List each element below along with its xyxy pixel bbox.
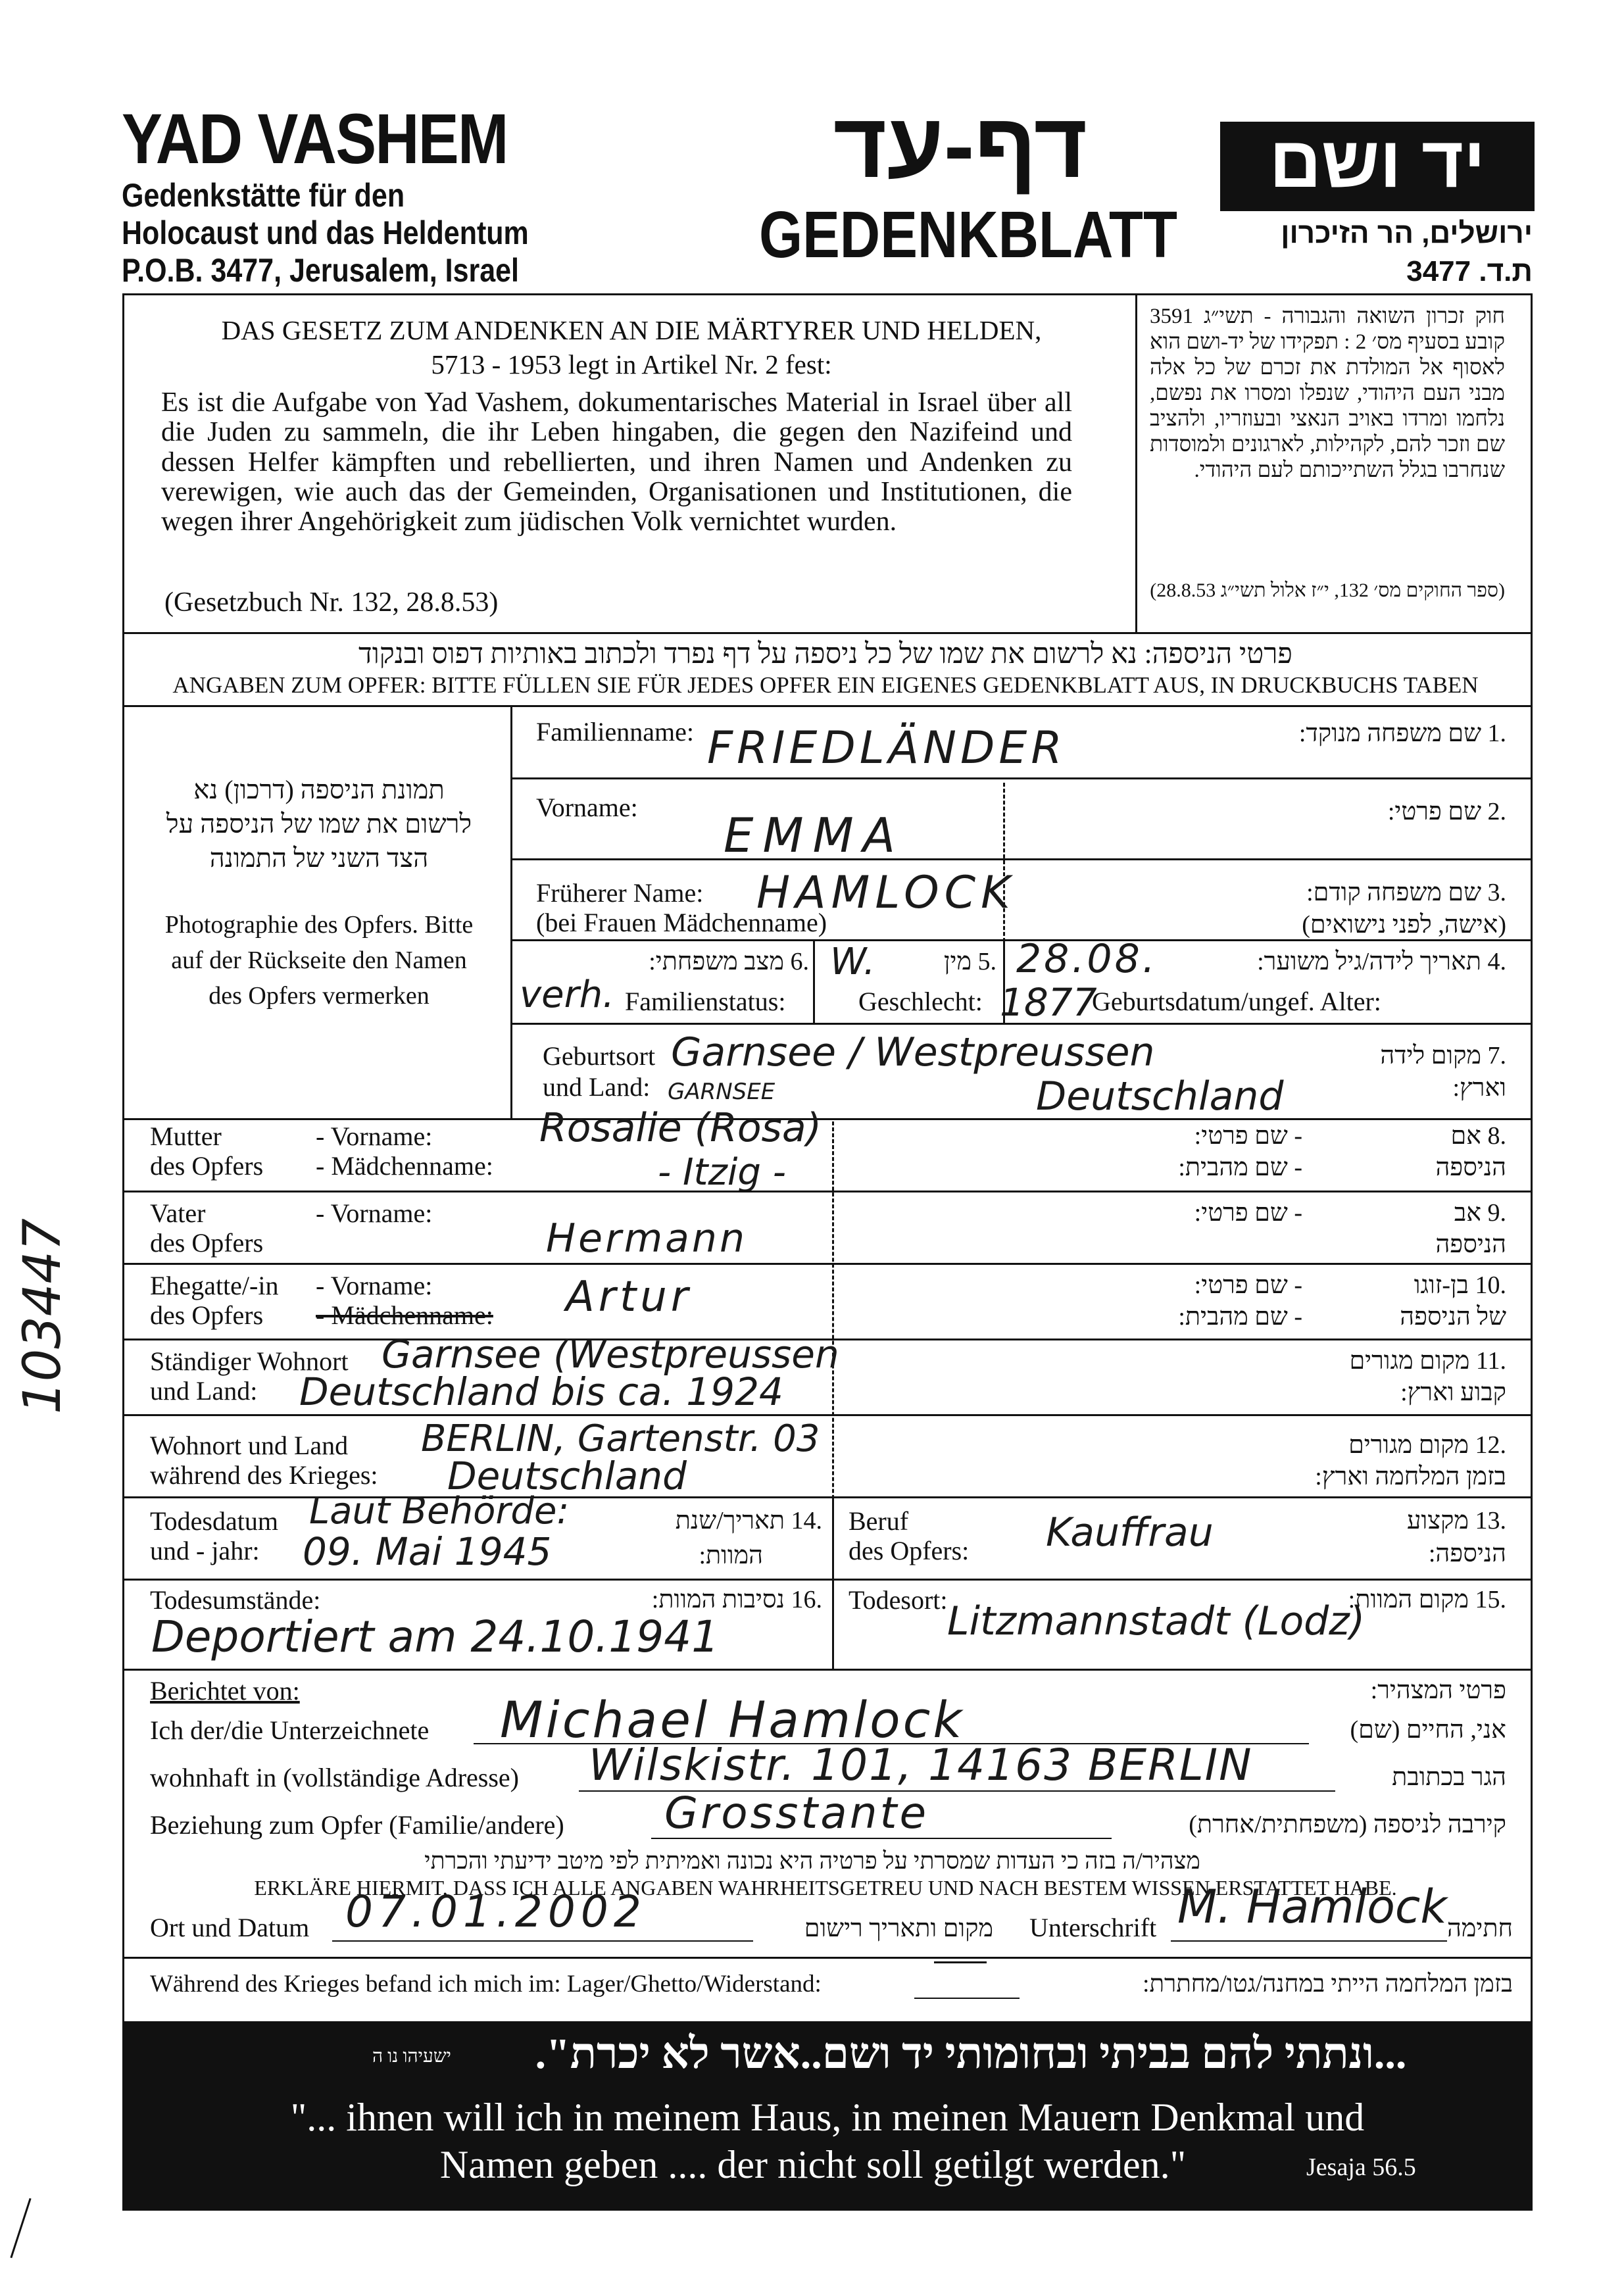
- f8-label: Mutter: [150, 1121, 222, 1151]
- law-source: (Gesetzbuch Nr. 132, 28.8.53): [164, 587, 499, 618]
- row-line-5: [122, 1118, 1531, 1120]
- reporter-relation-line: [651, 1838, 1112, 1839]
- signature-hebrew: חתימה: [1446, 1915, 1513, 1942]
- instructions-hebrew: פרטי הניספה: נא לרשום את שמו של כל ניספה על דף נפרד ולכתוב באותיות דפוס ובנקוד: [358, 639, 1292, 670]
- org-subtitle-2: Holocaust und das Heldentum: [122, 214, 529, 251]
- reporter-address-value[interactable]: Wilskistr. 101, 14163 BERLIN: [589, 1740, 1253, 1790]
- f13-hebrew-label: .13 מקצוע: [1407, 1507, 1506, 1535]
- instructions-bottom-line: [122, 705, 1531, 707]
- war-location-line: [914, 1998, 1020, 1999]
- f16-value[interactable]: Deportiert am 24.10.1941: [151, 1611, 720, 1662]
- row-line-12: [122, 1669, 1531, 1671]
- reporter-relation-value[interactable]: Grosstante: [664, 1788, 929, 1838]
- logo-text: יד ושם: [1269, 122, 1486, 203]
- f12-label: Wohnort und Land: [150, 1431, 349, 1460]
- f10-hebrew-label: .10 בן-זוגו: [1414, 1271, 1506, 1299]
- f9-label-2: des Opfers: [150, 1228, 264, 1258]
- f12-value-1[interactable]: BERLIN, Gartenstr. 03: [421, 1417, 820, 1460]
- reporter-name-value[interactable]: Michael Hamlock: [500, 1690, 965, 1749]
- f12-hebrew-label-2: בזמן המלחמה וארץ:: [1315, 1463, 1506, 1490]
- photo-note-hebrew: תמונת הניספה (דרכון) נא לרשום את שמו של הניספה על הצד השני של התמונה: [166, 775, 472, 873]
- f13-value[interactable]: Kauffrau: [1046, 1510, 1214, 1556]
- f10-hebrew-label-2: של הניספה: [1400, 1303, 1506, 1331]
- f3-hebrew-label-2: (אישה, לפני נישואים): [1302, 911, 1506, 939]
- war-location-value-dash[interactable]: [934, 1961, 987, 1963]
- row-line-13: [122, 1957, 1531, 1959]
- logo-address-1: ירושלים, הר הזיכרון: [1281, 217, 1533, 249]
- f7-hebrew-label-2: וארץ:: [1452, 1074, 1506, 1102]
- law-divider: [1135, 293, 1137, 632]
- f10-hebrew-sub-1: - שם פרטי:: [1194, 1271, 1302, 1299]
- f16-hebrew-label: .16 נסיבות המוות:: [651, 1586, 822, 1613]
- f11-value-2[interactable]: Deutschland bis ca. 1924: [299, 1369, 783, 1414]
- f9-label: Vater: [150, 1198, 206, 1228]
- f9-hebrew-label-2: הניספה: [1435, 1231, 1506, 1258]
- f16-label: Todesumstände:: [150, 1585, 321, 1615]
- f12-hebrew-label: .12 מקום מגורים: [1348, 1431, 1506, 1459]
- reporter-relation-label: Beziehung zum Opfer (Familie/andere): [150, 1810, 564, 1840]
- logo-address-2: ת.ד. 3477: [1406, 255, 1533, 287]
- f8-label-2: des Opfers: [150, 1151, 264, 1181]
- footer-hebrew-ref: ישעיהו נו ה: [372, 2046, 451, 2067]
- archive-number: 103447: [13, 1218, 72, 1414]
- org-subtitle-1: Gedenkstätte für den: [122, 177, 405, 214]
- photo-divider: [510, 705, 512, 1118]
- photo-note-german: Photographie des Opfers. Bitte auf der Rückseite den Namen des Opfers vermerken: [164, 911, 474, 1010]
- f11-label-2: und Land:: [150, 1376, 258, 1406]
- reporter-relation-hebrew: קירבה לניספה (משפחתית/אחרת): [1189, 1811, 1506, 1838]
- f8-value-firstname[interactable]: Rosalie (Rosa): [539, 1105, 822, 1151]
- f2-label: Vorname:: [536, 793, 638, 822]
- f1-label: Familienname:: [536, 717, 694, 747]
- signature-value[interactable]: M. Hamlock: [1177, 1880, 1447, 1934]
- f1-value[interactable]: FRIEDLÄNDER: [707, 722, 1066, 774]
- center-hebrew-title: דף-עד: [833, 93, 1088, 197]
- row-line-7: [122, 1263, 1531, 1265]
- footer-banner: [122, 2021, 1533, 2211]
- f3-hebrew-label: .3 שם משפחה קודם:: [1306, 879, 1506, 906]
- f10-label: Ehegatte/-in: [150, 1271, 279, 1300]
- f4-value-year[interactable]: 1877: [1000, 980, 1097, 1025]
- reporter-name-label: Ich der/die Unterzeichnete: [150, 1715, 430, 1745]
- f11-value-1[interactable]: Garnsee (Westpreussen: [381, 1332, 839, 1377]
- law-hebrew-source: (ספר החוקים מס׳ 132, י״ז אלול תשי״ג 28.8.53): [1150, 579, 1505, 601]
- f10-sub-1: - Vorname:: [316, 1271, 433, 1300]
- declaration-german: ERKLÄRE HIERMIT, DASS ICH ALLE ANGABEN WAHRHEITSGETREU UND NACH BESTEM WISSEN ERSTATTET HABE.: [254, 1876, 1397, 1900]
- f11-label: Ständiger Wohnort: [150, 1346, 349, 1376]
- f3-label-2: (bei Frauen Mädchenname): [536, 908, 827, 937]
- f8-hebrew-label-2: הניספה: [1435, 1154, 1506, 1181]
- row4-div-a: [813, 939, 815, 1023]
- f9-sub-1: - Vorname:: [316, 1198, 433, 1228]
- f5-hebrew-label: .5 מין: [943, 948, 997, 975]
- f15-label: Todesort:: [849, 1585, 948, 1615]
- f13-label: Beruf: [849, 1506, 909, 1536]
- law-bottom-line: [122, 632, 1531, 634]
- f8-sub-2: - Mädchenname:: [316, 1151, 493, 1181]
- f2-value[interactable]: EMMA: [724, 808, 904, 863]
- law-heading-1: DAS GESETZ ZUM ANDENKEN AN DIE MÄRTYRER UND HELDEN,: [221, 315, 1042, 345]
- law-heading-2: 5713 - 1953 legt in Artikel Nr. 2 fest:: [431, 349, 832, 380]
- row-line-1: [510, 777, 1531, 779]
- f13-hebrew-label-2: הניספה:: [1428, 1540, 1506, 1567]
- reporter-address-label: wohnhaft in (vollständige Adresse): [150, 1763, 519, 1792]
- f14-value-date[interactable]: 09. Mai 1945: [303, 1529, 552, 1574]
- war-location-label: Während des Krieges befand ich mich im: Lager/Ghetto/Widerstand:: [150, 1971, 822, 1998]
- f9-value[interactable]: Hermann: [546, 1216, 747, 1262]
- f1-hebrew-label: .1 שם משפחה מנוקד:: [1298, 720, 1506, 747]
- f14-hebrew-label-2: המוות:: [699, 1542, 763, 1569]
- f10-label-2: des Opfers: [150, 1300, 264, 1330]
- law-hebrew-body: חוק זכרון השואה והגבורה - תשי״ג 3591 קובע בסעיף מס׳ 2 : תפקידו של יד-ושם הוא לאסוף אל המולדת את זכרם של כל אלה מבני העם היהודי, שנפלו ומסרו את נפשם, נלחמו ומרדו באויב הנאצי ובעוזריו, ולהציב שם וזכר להם, לקהילות, לארגונים ולמוסדות שנחרבו בגלל השתייכותם לעם היהודי.: [1150, 305, 1505, 482]
- row-line-11: [122, 1579, 1531, 1581]
- reporter-title-hebrew: פרטי המצהיר:: [1370, 1677, 1506, 1704]
- f10-hebrew-sub-2: - שם מהבית:: [1178, 1303, 1302, 1331]
- f8-hebrew-label: .8 אם: [1450, 1122, 1506, 1150]
- f13-label-2: des Opfers:: [849, 1536, 970, 1565]
- f4-label: Geburtsdatum/ungef. Alter:: [1092, 987, 1381, 1016]
- declaration-hebrew: מצהיר/ה בזה כי העדות שמסרתי על פרטיה היא נכונה ואמיתית לפי מיטב ידיעתי והכרתי: [424, 1848, 1200, 1874]
- row-line-6: [122, 1191, 1531, 1192]
- f7-value[interactable]: Garnsee / Westpreussen: [671, 1029, 1155, 1075]
- f7-label: Geburtsort: [543, 1041, 656, 1071]
- f8-hebrew-sub-1: - שם פרטי:: [1194, 1122, 1302, 1150]
- f2-hebrew-label: .2 שם פרטי:: [1387, 798, 1506, 825]
- f12-label-2: während des Krieges:: [150, 1460, 378, 1490]
- f15-hebrew-label: .15 מקום המוות:: [1348, 1586, 1506, 1613]
- f4-value-day[interactable]: 28.08.: [1016, 936, 1158, 982]
- f12-value-2[interactable]: Deutschland: [447, 1454, 687, 1498]
- gedenkblatt-title: GEDENKBLATT: [759, 198, 1177, 272]
- footer-hebrew-quote: ...ונתתי להם בביתי ובחומותי יד ושם..אשר לא יכרת".: [535, 2030, 1407, 2078]
- f10-value[interactable]: Artur: [566, 1273, 693, 1321]
- f14-label-2: und - jahr:: [150, 1536, 260, 1565]
- f14-label: Todesdatum: [150, 1506, 278, 1536]
- f7-label-2: und Land:: [543, 1072, 651, 1102]
- f7-value-country[interactable]: Deutschland: [1036, 1073, 1284, 1119]
- f14-hebrew-label: .14 תאריך/שנת: [675, 1507, 822, 1535]
- row-line-2: [510, 858, 1531, 860]
- yad-vashem-logo: [1220, 122, 1535, 211]
- reporter-title: Berichtet von:: [150, 1676, 300, 1706]
- org-title: YAD VASHEM: [122, 99, 508, 178]
- org-address: P.O.B. 3477, Jerusalem, Israel: [122, 252, 520, 289]
- f6-label: Familienstatus:: [625, 987, 786, 1016]
- f8-value-maiden[interactable]: - Itzig -: [658, 1151, 786, 1194]
- f10-sub-2: - Mädchenname:: [316, 1300, 493, 1330]
- war-location-hebrew: בזמן המלחמה הייתי במחנה/גטו/מחתרת:: [1143, 1971, 1513, 1998]
- signature-line: [1171, 1940, 1447, 1942]
- date-hebrew: מקום ותאריך רישום: [804, 1915, 993, 1942]
- f5-label: Geschlecht:: [858, 987, 983, 1016]
- reporter-name-hebrew: אני, החיים (שם): [1350, 1716, 1506, 1744]
- footer-german-line-2: Namen geben .... der nicht soll getilgt werden.": [439, 2143, 1187, 2186]
- date-line: [332, 1940, 753, 1942]
- footer-german-ref: Jesaja 56.5: [1306, 2153, 1416, 2181]
- instructions-german: ANGABEN ZUM OPFER: BITTE FÜLLEN SIE FÜR JEDES OPFER EIN EIGENES GEDENKBLATT AUS, IN DRUCKBUCHS TABEN: [172, 672, 1479, 698]
- f11-hebrew-label: .11 מקום מגורים: [1349, 1347, 1506, 1375]
- footer-german-line-1: "... ihnen will ich in meinem Haus, in meinen Mauern Denkmal und: [290, 2096, 1365, 2139]
- row13-divider: [832, 1496, 834, 1669]
- f7-hebrew-label: .7 מקום לידה: [1380, 1042, 1506, 1069]
- f15-value[interactable]: Litzmannstadt (Lodz): [947, 1598, 1366, 1644]
- law-body: Es ist die Aufgabe von Yad Vashem, dokumentarisches Material in Israel über all die Juden zu sammeln, die ihr Leben hingaben, die gegen den Nazifeind und dessen Helfer kämpften und rebellierten, und ihren Namen und Andenken zu verewigen, wie auch das der Gemeinden, Organisationen und Institutionen, die wegen ihrer Angehörigkeit zum jüdischen Volk vernichtet wurden.: [161, 387, 1072, 537]
- f7-value-town[interactable]: GARNSEE: [668, 1079, 775, 1105]
- f3-value[interactable]: HAMLOCK: [756, 867, 1016, 919]
- f6-value[interactable]: verh.: [520, 973, 614, 1016]
- f11-hebrew-label-2: קבוע וארץ:: [1400, 1379, 1506, 1406]
- margin-stroke: [10, 2198, 31, 2258]
- f8-sub-1: - Vorname:: [316, 1121, 433, 1151]
- f6-hebrew-label: .6 מצב משפחתי:: [649, 948, 809, 975]
- date-value[interactable]: 07.01.2002: [345, 1886, 647, 1937]
- f9-hebrew-sub-1: - שם פרטי:: [1194, 1199, 1302, 1227]
- reporter-address-hebrew: הגר בכתובת: [1392, 1763, 1506, 1791]
- f5-value[interactable]: W.: [830, 941, 875, 983]
- f4-hebrew-label: .4 תאריך לידה/גיל משוער:: [1257, 948, 1506, 975]
- f9-hebrew-label: .9 אב: [1454, 1199, 1506, 1227]
- row-line-9: [122, 1414, 1531, 1416]
- signature-label: Unterschrift: [1029, 1913, 1157, 1942]
- f14-value-note[interactable]: Laut Behörde:: [309, 1490, 570, 1533]
- f8-hebrew-sub-2: - שם מהבית:: [1178, 1154, 1302, 1181]
- date-label: Ort und Datum: [150, 1913, 310, 1942]
- f3-label: Früherer Name:: [536, 878, 704, 908]
